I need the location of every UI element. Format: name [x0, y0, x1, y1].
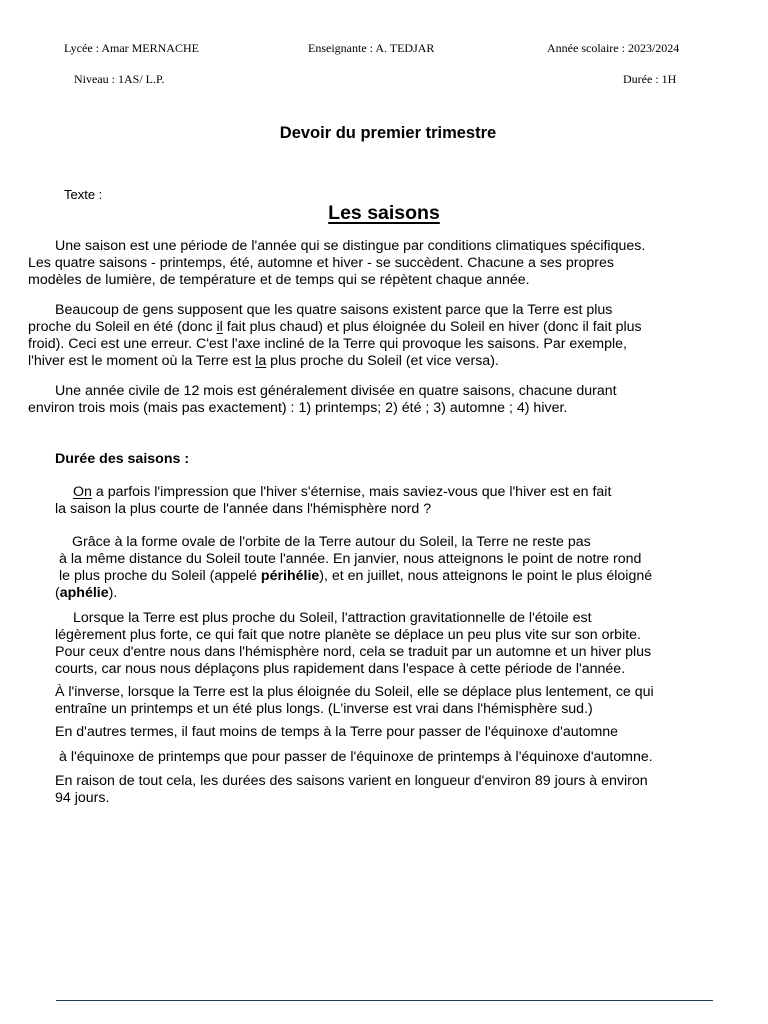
paragraph-line: l'hiver est le moment où la Terre est la plus proche du Soleil (et vice versa).: [28, 353, 499, 369]
paragraph-line: froid). Ceci est une erreur. C'est l'axe incliné de la Terre qui provoque les saisons. Par exemple,: [28, 336, 627, 352]
paragraph-line: Pour ceux d'entre nous dans l'hémisphère nord, cela se traduit par un automne et un hiver plus: [55, 644, 652, 660]
paragraph-line: Lorsque la Terre est plus proche du Soleil, l'attraction gravitationnelle de l'étoile est: [73, 610, 592, 626]
paragraph-line: la saison la plus courte de l'année dans l'hémisphère nord ?: [55, 501, 432, 517]
paragraph-line: proche du Soleil en été (donc il fait plus chaud) et plus éloignée du Soleil en hiver (donc il fait plus: [28, 319, 642, 335]
bold-term: périhélie: [260, 568, 320, 584]
paragraph-line: environ trois mois (mais pas exactement) : 1) printemps; 2) été ; 3) automne ; 4) hiver.: [28, 400, 568, 416]
page-title: Devoir du premier trimestre: [279, 124, 497, 142]
paragraph-line: Grâce à la forme ovale de l'orbite de la Terre autour du Soleil, la Terre ne reste pas: [72, 534, 591, 550]
paragraph-line: à la même distance du Soleil toute l'année. En janvier, nous atteignons le point de notre rond: [59, 551, 642, 567]
paragraph-line: Beaucoup de gens supposent que les quatre saisons existent parce que la Terre est plus: [55, 302, 613, 318]
paragraph-line: Les quatre saisons - printemps, été, automne et hiver - se succèdent. Chacune a ses propres: [28, 255, 614, 271]
paragraph-line: modèles de lumière, de température et de temps qui se répètent chaque année.: [28, 272, 530, 288]
paragraph-line: (aphélie).: [55, 585, 118, 601]
underlined-word: il: [216, 319, 223, 335]
subheading: Durée des saisons :: [55, 451, 190, 467]
bold-term: aphélie: [59, 585, 109, 601]
section-heading: Les saisons: [328, 202, 440, 224]
paragraph-line: courts, car nous nous déplaçons plus rapidement dans l'espace à cette période de l'année.: [55, 661, 626, 677]
paragraph-line: Une saison est une période de l'année qui se distingue par conditions climatiques spécifiques.: [55, 238, 646, 254]
paragraph-line: 94 jours.: [55, 790, 110, 806]
duration: Durée : 1H: [623, 72, 677, 86]
school-year: Année scolaire : 2023/2024: [547, 41, 680, 55]
texte-label: Texte :: [64, 187, 103, 202]
underlined-word: On: [73, 484, 92, 500]
underlined-word: la: [255, 353, 267, 369]
paragraph-line: à l'équinoxe de printemps que pour passer de l'équinoxe de printemps à l'équinoxe d'automne.: [59, 749, 653, 765]
level: Niveau : 1AS/ L.P.: [74, 72, 165, 86]
footer-rule: [56, 1000, 713, 1001]
paragraph-line: Une année civile de 12 mois est généralement divisée en quatre saisons, chacune durant: [55, 383, 617, 399]
paragraph-line: On a parfois l'impression que l'hiver s'éternise, mais saviez-vous que l'hiver est en fait: [73, 484, 612, 500]
paragraph-line: entraîne un printemps et un été plus longs. (L'inverse est vrai dans l'hémisphère sud.): [55, 701, 593, 717]
school-name: Lycée : Amar MERNACHE: [64, 41, 199, 55]
paragraph-line: En raison de tout cela, les durées des saisons varient en longueur d'environ 89 jours à environ: [55, 773, 648, 789]
paragraph-line: En d'autres termes, il faut moins de temps à la Terre pour passer de l'équinoxe d'automne: [55, 724, 619, 740]
paragraph-line: légèrement plus forte, ce qui fait que notre planète se déplace un peu plus vite sur son orbite.: [55, 627, 641, 643]
paragraph-line: À l'inverse, lorsque la Terre est la plus éloignée du Soleil, elle se déplace plus lentement, ce qui: [55, 684, 654, 700]
paragraph-line: le plus proche du Soleil (appelé périhélie), et en juillet, nous atteignons le point le plus éloigné: [59, 568, 653, 584]
teacher-name: Enseignante : A. TEDJAR: [308, 41, 435, 55]
